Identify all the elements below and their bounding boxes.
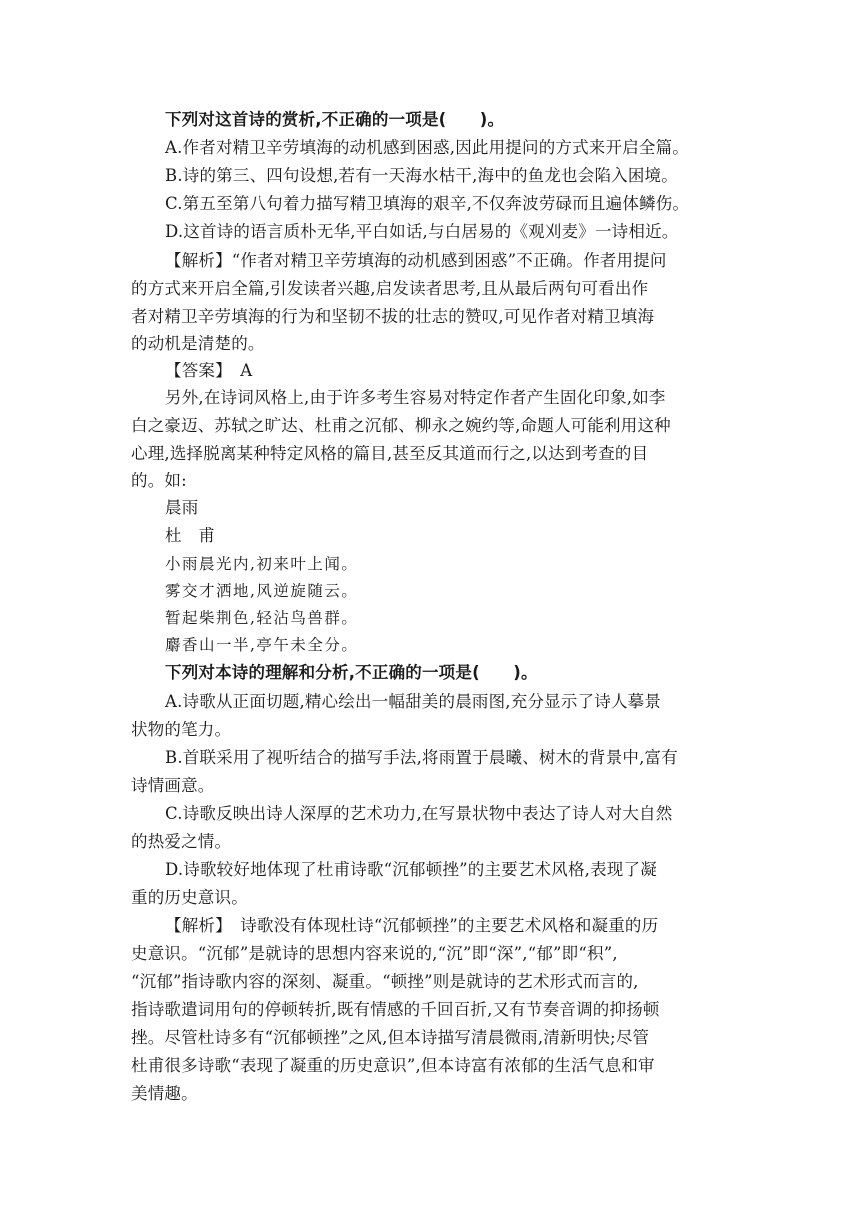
- question-2-analysis-line: 挫。尽管杜诗多有“沉郁顿挫”之风,但本诗描写清晨微雨,清新明快;尽管: [131, 1028, 650, 1047]
- question-2-analysis-line: 指诗歌遣词用句的停顿转折,既有情感的千回百折,又有节奏音调的抑扬顿: [131, 1000, 660, 1019]
- question-2-analysis-line: 美情趣。: [131, 1084, 198, 1103]
- question-2-option-a-cont: 状物的笔力。: [131, 720, 232, 739]
- poem-line: 小雨晨光内,初来叶上闻。: [165, 555, 359, 573]
- poem-title: 晨雨: [165, 498, 199, 517]
- question-2-analysis-line: 【解析】 诗歌没有体现杜诗“沉郁顿挫”的主要艺术风格和凝重的历: [165, 916, 659, 935]
- question-2-option-b: B.首联采用了视听结合的描写手法,将雨置于晨曦、树木的背景中,富有: [165, 748, 678, 767]
- question-2-analysis-line: 史意识。“沉郁”是就诗的思想内容来说的,“沉”即“深”,“郁”即“积”,: [131, 944, 618, 963]
- question-1-analysis-line: 【解析】“作者对精卫辛劳填海的动机感到困惑”不正确。作者用提问: [165, 251, 667, 270]
- poem-line: 麝香山一半,亭午未全分。: [165, 636, 359, 654]
- question-1-option-c: C.第五至第八句着力描写精卫填海的艰辛,不仅奔波劳碌而且遍体鳞伤。: [165, 194, 690, 213]
- intro-paragraph-line: 心理,选择脱离某种特定风格的篇目,甚至反其道而行之,以达到考查的目: [131, 444, 649, 463]
- intro-paragraph-line: 的。如:: [131, 471, 187, 490]
- question-1-analysis-line: 者对精卫辛劳填海的行为和坚韧不拔的壮志的赞叹,可见作者对精卫填海: [131, 307, 655, 326]
- question-1-answer: 【答案】 A: [165, 361, 253, 380]
- question-1-analysis-line: 的方式来开启全篇,引发读者兴趣,启发读者思考,且从最后两句可看出作: [131, 279, 649, 298]
- question-1-option-d: D.这首诗的语言质朴无华,平白如话,与白居易的《观刈麦》一诗相近。: [165, 222, 679, 241]
- question-2-analysis-line: “沉郁”指诗歌内容的深刻、凝重。“顿挫”则是就诗的艺术形式而言的,: [131, 972, 639, 991]
- question-2-option-a: A.诗歌从正面切题,精心绘出一幅甜美的晨雨图,充分显示了诗人摹景: [165, 692, 662, 711]
- poem-author: 杜 甫: [165, 526, 216, 545]
- question-2-option-d-cont: 重的历史意识。: [131, 888, 248, 907]
- question-1-option-b: B.诗的第三、四句设想,若有一天海水枯干,海中的鱼龙也会陷入困境。: [165, 166, 678, 185]
- intro-paragraph-line: 白之豪迈、苏轼之旷达、杜甫之沉郁、柳永之婉约等,命题人可能利用这种: [131, 416, 671, 435]
- question-1-option-a: A.作者对精卫辛劳填海的动机感到困惑,因此用提问的方式来开启全篇。: [165, 138, 690, 157]
- question-2-stem: 下列对本诗的理解和分析,不正确的一项是( )。: [165, 663, 538, 682]
- question-2-option-c: C.诗歌反映出诗人深厚的艺术功力,在写景状物中表达了诗人对大自然: [165, 804, 673, 823]
- question-1-analysis-line: 的动机是清楚的。: [131, 334, 265, 353]
- question-2-option-c-cont: 的热爱之情。: [131, 832, 232, 851]
- intro-paragraph-line: 另外,在诗词风格上,由于许多考生容易对特定作者产生固化印象,如李: [165, 388, 666, 407]
- question-1-stem: 下列对这首诗的赏析,不正确的一项是( )。: [165, 110, 505, 129]
- question-2-option-b-cont: 诗情画意。: [131, 776, 215, 795]
- poem-line: 雾交才洒地,风逆旋随云。: [165, 582, 359, 600]
- question-2-option-d: D.诗歌较好地体现了杜甫诗歌“沉郁顿挫”的主要艺术风格,表现了凝: [165, 860, 657, 879]
- poem-line: 暂起柴荆色,轻沾鸟兽群。: [165, 609, 359, 627]
- question-2-analysis-line: 杜甫很多诗歌“表现了凝重的历史意识”,但本诗富有浓郁的生活气息和审: [131, 1056, 655, 1075]
